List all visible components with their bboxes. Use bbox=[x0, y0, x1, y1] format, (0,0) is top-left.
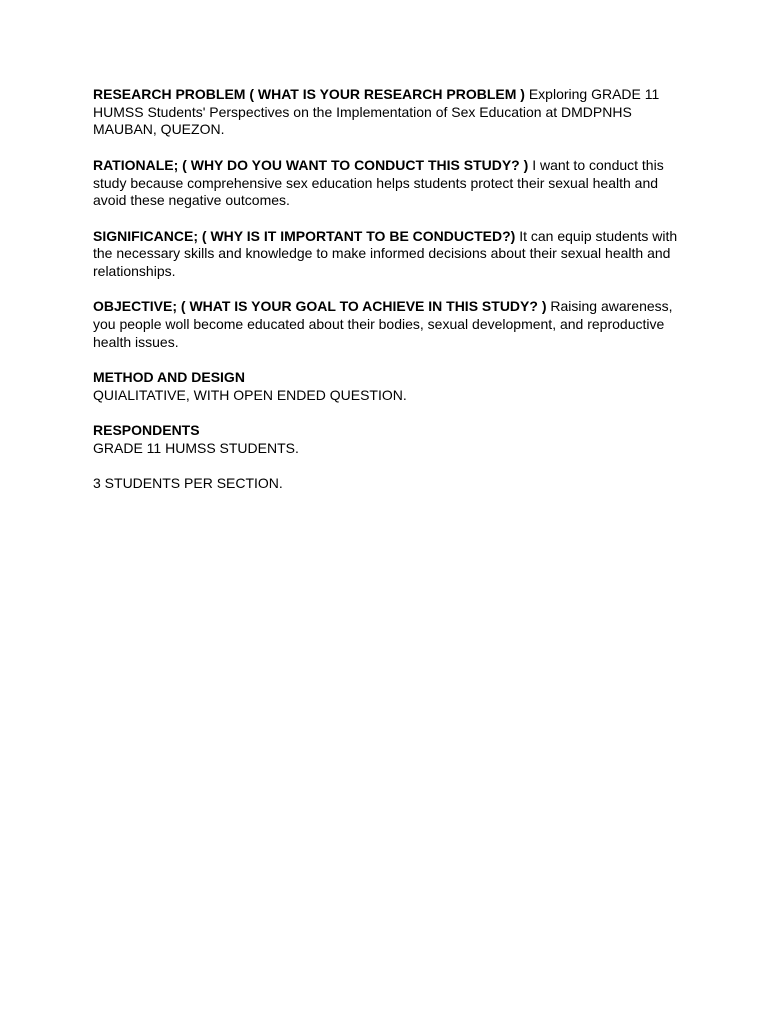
research-problem-label: RESEARCH PROBLEM ( WHAT IS YOUR RESEARCH PROBLEM ) bbox=[93, 86, 525, 102]
research-problem-text: Exploring GRADE 11 HUMSS Students' Perspectives on the Implementation of Sex Education at DMDPNHS MAUBAN, QUEZON. bbox=[93, 86, 660, 138]
per-section-paragraph bbox=[93, 475, 678, 493]
respondents-paragraph bbox=[93, 422, 678, 457]
research-problem-paragraph bbox=[93, 86, 678, 139]
significance-text: It can equip students with the necessary skills and knowledge to make informed decisions about their sexual health and relationships. bbox=[93, 227, 678, 279]
method-label: METHOD AND DESIGN bbox=[93, 369, 245, 386]
method-text: QUIALITATIVE, WITH OPEN ENDED QUESTION. bbox=[93, 386, 407, 403]
significance-label: SIGNIFICANCE; ( WHY IS IT IMPORTANT TO BE CONDUCTED?) bbox=[93, 227, 516, 244]
document-page bbox=[93, 86, 678, 493]
objective-label: OBJECTIVE; ( WHAT IS YOUR GOAL TO ACHIEVE IN THIS STUDY? ) bbox=[93, 298, 547, 315]
rationale-label: RATIONALE; ( WHY DO YOU WANT TO CONDUCT THIS STUDY? ) bbox=[93, 156, 529, 173]
respondents-text: GRADE 11 HUMSS STUDENTS. bbox=[93, 439, 299, 456]
objective-paragraph bbox=[93, 298, 678, 351]
rationale-paragraph bbox=[93, 157, 678, 210]
rationale-text: I want to conduct this study because comprehensive sex education helps students protect their sexual health and avoid these negative outcomes. bbox=[93, 156, 664, 209]
method-paragraph bbox=[93, 369, 678, 404]
per-section-text: 3 STUDENTS PER SECTION. bbox=[93, 475, 283, 492]
objective-text: Raising awareness, you people woll become educated about their bodies, sexual development, and reproductive health issues. bbox=[93, 298, 673, 350]
significance-paragraph bbox=[93, 228, 678, 281]
respondents-label: RESPONDENTS bbox=[93, 422, 200, 439]
